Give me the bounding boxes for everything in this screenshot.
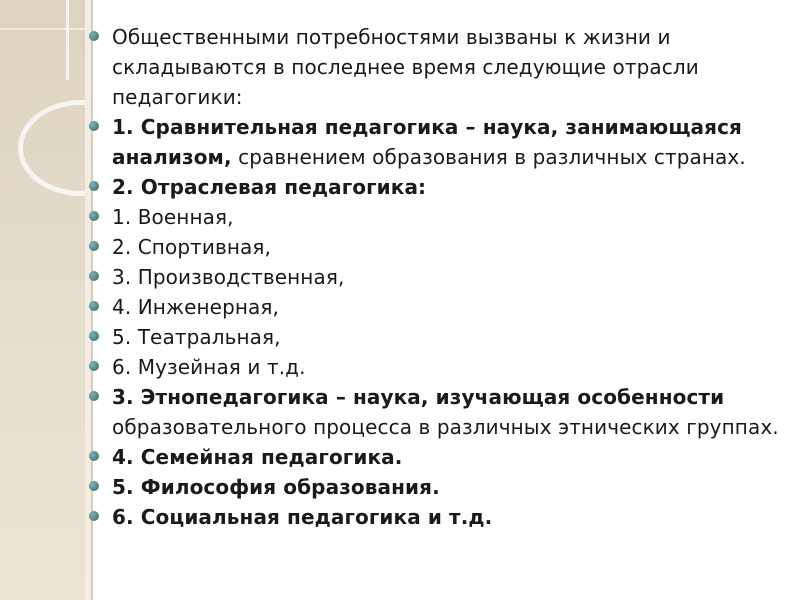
list-item (87, 442, 792, 472)
bullet-text: образовательного процесса в различных этнических группах. (112, 415, 779, 439)
decorative-side-panel (0, 0, 85, 600)
bullet-icon (89, 301, 99, 311)
bullet-bold-text: 3. Этнопедагогика – наука, изучающая особенности (112, 385, 725, 409)
bullet-icon (89, 331, 99, 341)
bullet-bold-text: 6. Социальная педагогика и т.д. (112, 505, 493, 529)
bullet-bold-text: 5. Философия образования. (112, 475, 440, 499)
bullet-icon (89, 211, 99, 221)
decorative-horizontal-line (0, 28, 85, 30)
bullet-icon (89, 391, 99, 401)
bullet-text: 1. Военная, (112, 205, 234, 229)
bullet-text: 6. Музейная и т.д. (112, 355, 306, 379)
bullet-text: 5. Театральная, (112, 325, 281, 349)
list-item (87, 112, 792, 172)
list-item (87, 502, 792, 532)
decorative-vertical-line (66, 0, 69, 80)
bullet-icon (89, 271, 99, 281)
list-item (87, 172, 792, 202)
slide-content (87, 22, 792, 532)
list-item (87, 202, 792, 232)
bullet-icon (89, 31, 99, 41)
bullet-list (87, 22, 792, 532)
bullet-icon (89, 181, 99, 191)
bullet-bold-text: 1. Сравнительная педагогика – наука, занимающаяся анализом, (112, 115, 742, 169)
bullet-text: 4. Инженерная, (112, 295, 279, 319)
bullet-icon (89, 511, 99, 521)
bullet-icon (89, 481, 99, 491)
list-item (87, 292, 792, 322)
bullet-icon (89, 121, 99, 131)
list-item (87, 472, 792, 502)
bullet-bold-text: 4. Семейная педагогика. (112, 445, 403, 469)
bullet-icon (89, 451, 99, 461)
list-item (87, 22, 792, 112)
list-item (87, 382, 792, 442)
list-item (87, 352, 792, 382)
bullet-text: Общественными потребностями вызваны к жизни и складываются в последнее время следующие отрасли педагогики: (112, 25, 699, 109)
list-item (87, 232, 792, 262)
list-item (87, 262, 792, 292)
list-item (87, 322, 792, 352)
bullet-icon (89, 241, 99, 251)
bullet-text: сравнением образования в различных странах. (231, 145, 746, 169)
bullet-text: 3. Производственная, (112, 265, 345, 289)
bullet-text: 2. Спортивная, (112, 235, 271, 259)
bullet-icon (89, 361, 99, 371)
bullet-bold-text: 2. Отраслевая педагогика: (112, 175, 427, 199)
